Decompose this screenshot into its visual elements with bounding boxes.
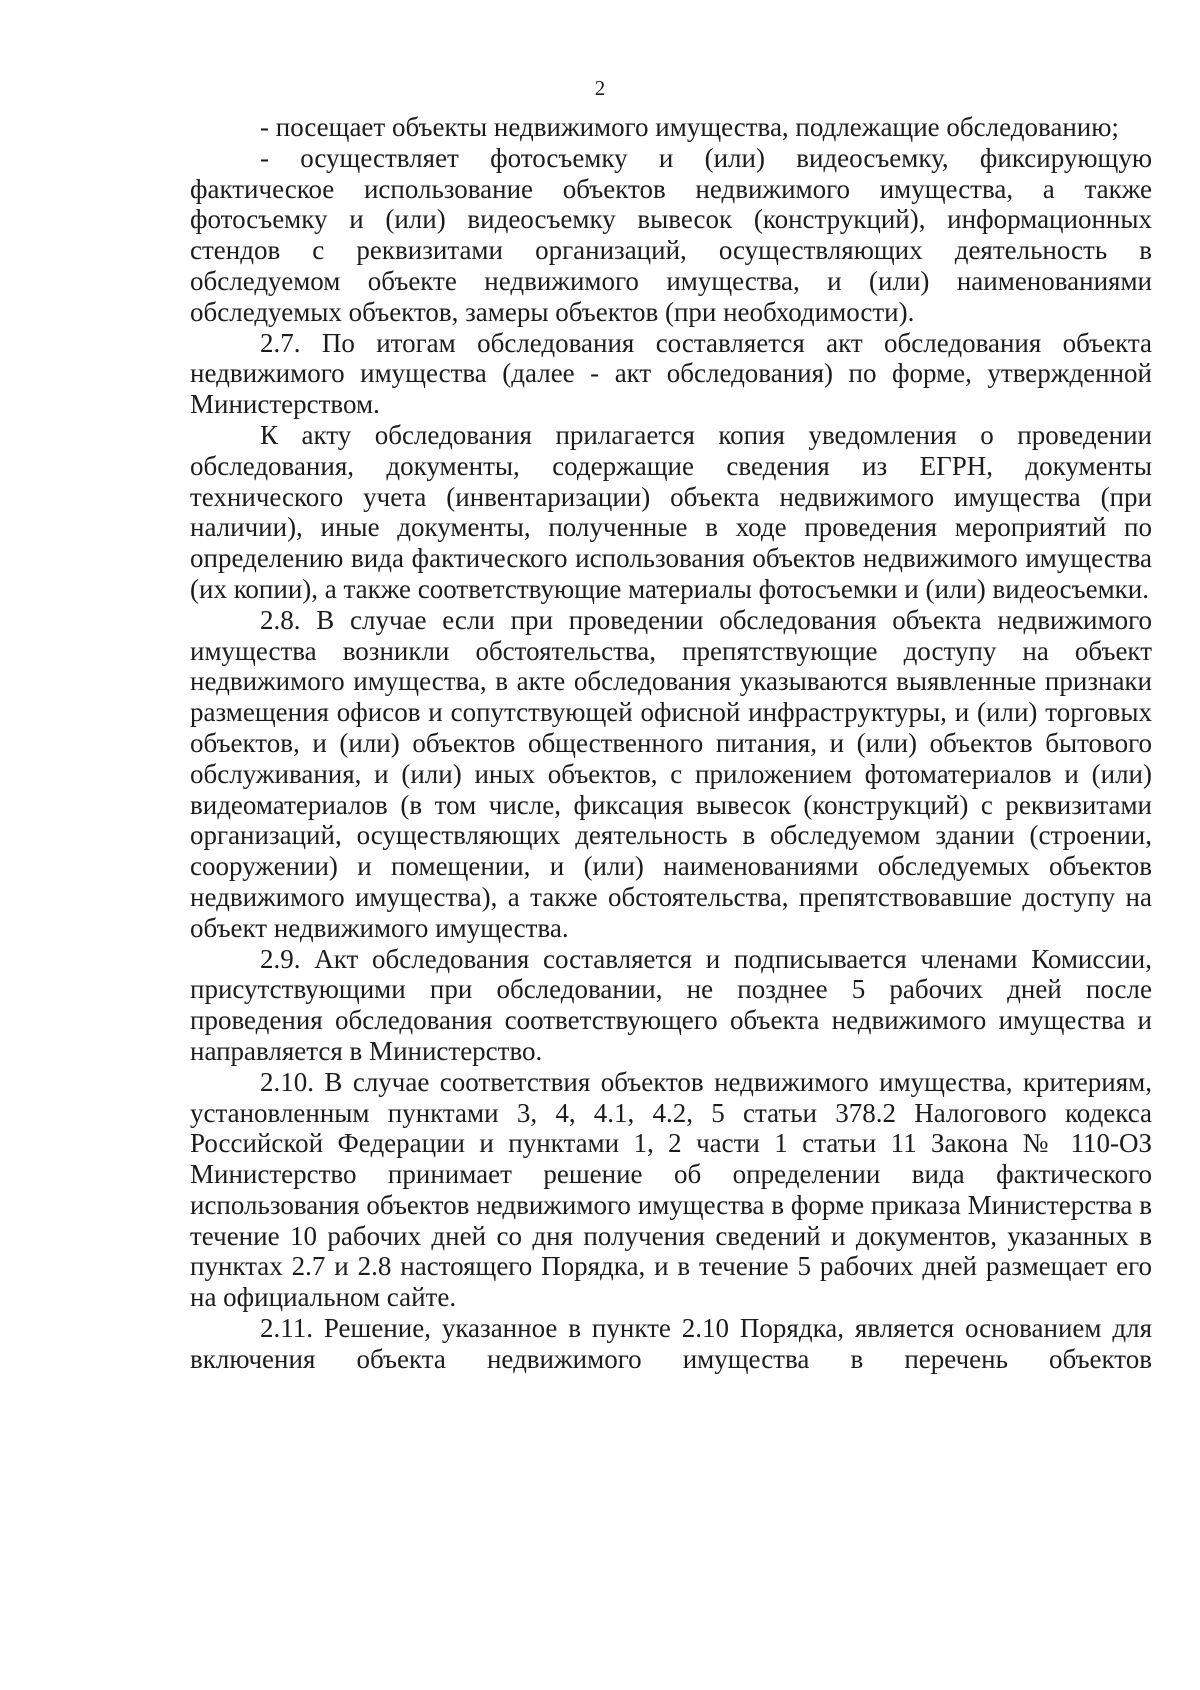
page-number: 2 bbox=[594, 76, 606, 100]
paragraph-visit-objects: - посещает объекты недвижимого имущества, подлежащие обследованию; bbox=[260, 112, 1119, 142]
paragraph-2-7: 2.7. По итогам обследования составляется акт обследования объекта недвижимого имущества (далее - акт обследования) по форме, утвержденной Министерством. bbox=[190, 327, 1152, 420]
paragraph-2-11: 2.11. Решение, указанное в пункте 2.10 Порядка, является основанием для включения объекта недвижимого имущества в перечень объектов bbox=[190, 1313, 1152, 1374]
document-body bbox=[190, 112, 1152, 1375]
paragraph-2-8: 2.8. В случае если при проведении обследования объекта недвижимого имущества возникли обстоятельства, препятствующие доступу на объект недвижимого имущества, в акте обследования указываются выявленные признаки размещения офисов и сопутствующей офисной инфраструктуры, и (или) торговых объектов, и (или) объектов общественного питания, и (или) объектов бытового обслуживания, и (или) иных объектов, с приложением фотоматериалов и (или) видеоматериалов (в том числе, фиксация вывесок (конструкций) с реквизитами организаций, осуществляющих деятельность в обследуемом здании (строении, сооружении) и помещении, и (или) наименованиями обследуемых объектов недвижимого имущества), а также обстоятельства, препятствовавшие доступу на объект недвижимого имущества. bbox=[190, 604, 1152, 943]
paragraph-act-attachments: К акту обследования прилагается копия уведомления о проведении обследования, документы, содержащие сведения из ЕГРН, документы технического учета (инвентаризации) объекта недвижимого имущества (при наличии), иные документы, полученные в ходе проведения мероприятий по определению вида фактического использования объектов недвижимого имущества (их копии), а также соответствующие материалы фотосъемки и (или) видеосъемки. bbox=[190, 419, 1152, 604]
paragraph-2-10: 2.10. В случае соответствия объектов недвижимого имущества, критериям, установленным пунктами 3, 4, 4.1, 4.2, 5 статьи 378.2 Налогового кодекса Российской Федерации и пунктами 1, 2 части 1 статьи 11 Закона № 110-ОЗ Министерство принимает решение об определении вида фактического использования объектов недвижимого имущества в форме приказа Министерства в течение 10 рабочих дней со дня получения сведений и документов, указанных в пунктах 2.7 и 2.8 настоящего Порядка, и в течение 5 рабочих дней размещает его на официальном сайте. bbox=[190, 1066, 1152, 1313]
paragraph-photo-video: - осуществляет фотосъемку и (или) видеосъемку, фиксирующую фактическое использование объектов недвижимого имущества, а также фотосъемку и (или) видеосъемку вывесок (конструкций), информационных стендов с реквизитами организаций, осуществляющих деятельность в обследуемом объекте недвижимого имущества, и (или) наименованиями обследуемых объектов, замеры объектов (при необходимости). bbox=[190, 142, 1152, 327]
paragraph-2-9: 2.9. Акт обследования составляется и подписывается членами Комиссии, присутствующими при обследовании, не позднее 5 рабочих дней после проведения обследования соответствующего объекта недвижимого имущества и направляется в Министерство. bbox=[190, 943, 1152, 1066]
